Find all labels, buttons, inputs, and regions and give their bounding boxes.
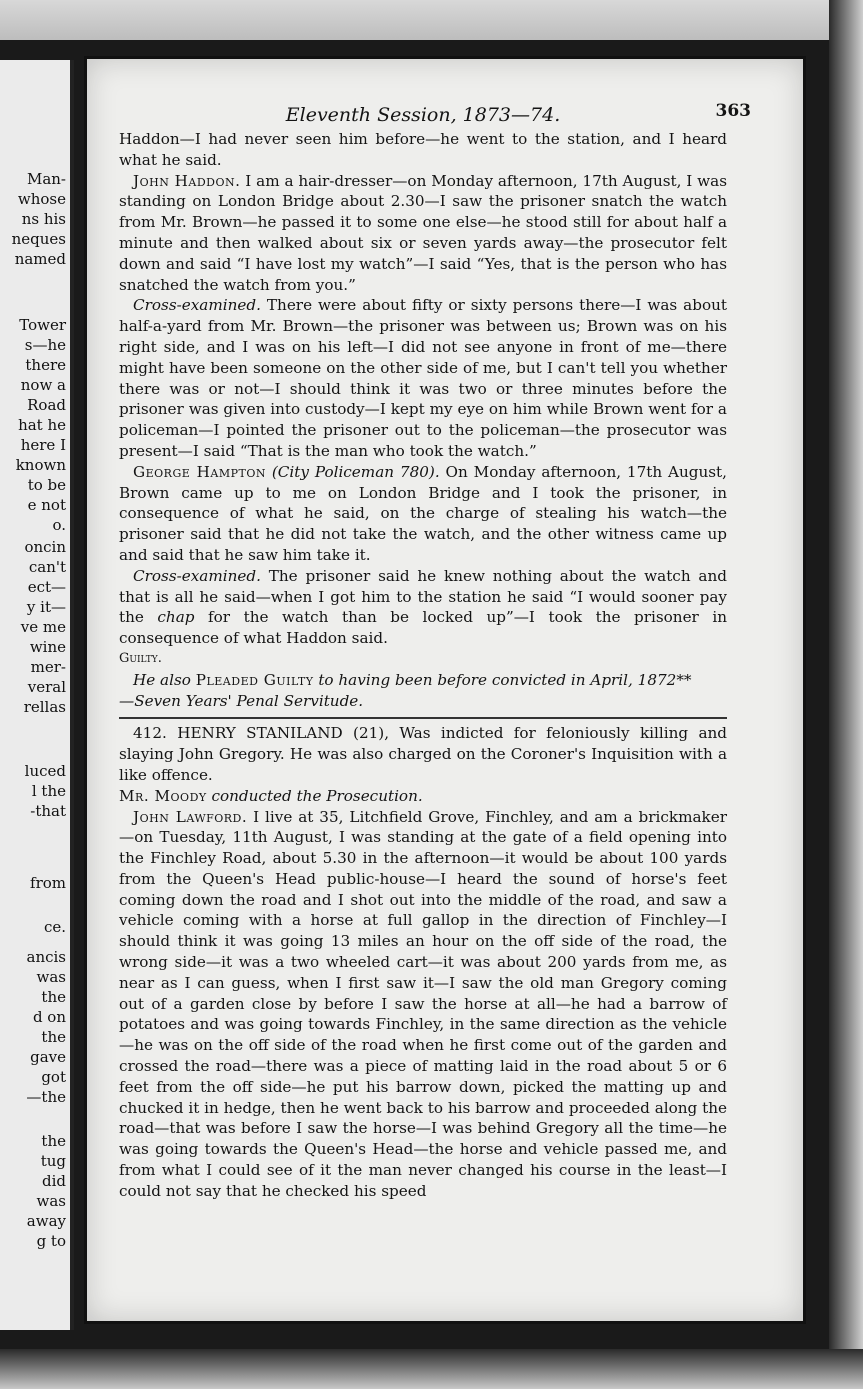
left-fragment: did [41, 1172, 66, 1190]
left-fragment: got [41, 1068, 66, 1086]
page-header [119, 99, 751, 129]
left-fragment: Tower [19, 316, 66, 334]
page-number: 363 [715, 101, 751, 121]
left-fragment: the [41, 1028, 66, 1046]
left-fragment: g to [36, 1232, 66, 1250]
background-top [0, 0, 863, 40]
cross-examined-label: Cross-examined. [133, 296, 261, 315]
left-fragment: neques [11, 230, 66, 248]
background-bottom [0, 1349, 863, 1389]
left-fragment: known [15, 456, 66, 474]
witness-name: John Haddon. [133, 171, 241, 190]
paragraph-text: I live at 35, Litchfield Grove, Finchley, and am a brickmaker—on Tuesday, 11th August, I was standing at the gate of a field opening into the Finchley Road, about 5.30 in the afternoon—it would be about 100 yards from the Queen's Head public-house—I heard the sound of horse's feet coming down the road and I shot out into the middle of the road, and saw a vehicle coming with a horse at full gallop in the direction of Finchley—I should think it was going 13 miles an hour on the off side of the road, the wrong side—it was a two wheeled cart—it was about 200 yards from me, as near as I can guess, when I first saw it—I saw the old man Gregory coming out of a garden close by before I saw the horse at all—he had a barrow of potatoes and was going towards Finchley, in the same direction as the vehicle—he was on the off side of the road when he first come out of the garden and crossed the road—there was a piece of matting laid in the road about 5 or 6 feet from the off side—he put his barrow down, picked the matting up and chucked it in hedge, then he went back to his barrow and proceeded along the road—that was before I saw the horse—I was behind Gregory all the time—he was going towards the Queen's Head—the horse and vehicle passed me, and from what I could see of it the man never changed his course in the least—I could not say that he checked his speed [119, 807, 728, 1200]
left-fragment: l the [31, 782, 66, 800]
italic-word: chap [157, 608, 195, 627]
paragraph [119, 129, 727, 171]
left-fragment: away [26, 1212, 66, 1230]
witness-role: (City Policeman 780). [271, 462, 440, 481]
divider [119, 717, 727, 719]
left-fragment: veral [27, 678, 66, 696]
left-fragment: ect— [27, 578, 66, 596]
sentence: —Seven Years' Penal Servitude. [119, 691, 364, 710]
background-right [829, 0, 863, 1389]
left-fragment: here I [20, 436, 66, 454]
left-fragment: e not [27, 496, 66, 514]
left-fragment: s—he [24, 336, 66, 354]
case-number: 412. [133, 724, 167, 743]
left-fragment: ve me [20, 618, 66, 636]
left-fragment: Man- [26, 170, 66, 188]
cross-examined-label: Cross-examined. [133, 566, 261, 585]
counsel-name: Mr. Moody [119, 786, 207, 805]
left-fragment: luced [24, 762, 66, 780]
left-fragment: was [36, 968, 66, 986]
paragraph-text: Was indicted for feloniously killing and slaying John Gregory. He was also charged on the Coroner's Inquisition with a like offence. [119, 724, 728, 784]
left-fragment: ns his [21, 210, 66, 228]
defendant-name: HENRY STANILAND (21), [177, 724, 390, 743]
paragraph-text: Haddon—I had never seen him before—he went to the station, and I heard what he said. [119, 130, 727, 169]
left-fragment: wine [29, 638, 66, 656]
counsel-line [119, 786, 727, 807]
left-fragment: oncin [24, 538, 66, 556]
left-fragment: o. [52, 516, 66, 534]
paragraph-testimony-haddon [119, 171, 727, 296]
left-fragment: the [41, 988, 66, 1006]
paragraph-text: On Monday afternoon, 17th August, Brown came up to me on London Bridge and I took the prisoner, in consequence of what he said, on the charge of stealing his watch—the prisoner said that he did not take the watch, and the other witness came up and said that he saw him take it. [119, 462, 727, 564]
left-fragment: from [30, 874, 66, 892]
left-fragment: can't [28, 558, 66, 576]
paragraph-text: He also [133, 670, 196, 689]
paragraph-testimony-hampton [119, 462, 727, 566]
left-fragment: now a [20, 376, 66, 394]
right-page [84, 56, 806, 1324]
pleaded-guilty: Pleaded Guilty [195, 670, 314, 689]
paragraph-testimony-lawford [119, 807, 727, 1202]
paragraph-text: I am a hair-dresser—on Monday afternoon, 17th August, I was standing on London Bridge about 2.30—I saw the prisoner snatch the watch from Mr. Brown—he passed it to some one else—he stood still for about half a minute and then walked about six or seven yards away—the prosecutor felt down and said “I have lost my watch”—I said “Yes, that is the person who has snatched the watch from you.” [119, 171, 727, 294]
paragraph-text: There were about fifty or sixty persons there—I was about half-a-yard from Mr. Brown—the prisoner was between us; Brown was on his right side, and I was on his left—I did not see anyone in front of me—there might have been someone on the other side of me, but I can't tell you whether there was or not—I should think it was two or three minutes before the prisoner was given into custody—I kept my eye on him while Brown went for a policeman—I pointed the prisoner out to the policeman—the prosecutor was present—I said “That is the man who took the watch.” [119, 296, 727, 460]
left-fragment: to be [27, 476, 66, 494]
left-page-fragment [0, 60, 74, 1330]
counsel-text: conducted the Prosecution. [206, 786, 423, 805]
running-title: Eleventh Session, 1873—74. [285, 104, 561, 126]
left-fragment: —the [26, 1088, 66, 1106]
witness-name: John Lawford. [133, 807, 248, 826]
left-fragment: y it— [26, 598, 66, 616]
left-fragment: ce. [43, 918, 66, 936]
paragraph-text: to having been before convicted in April, 1872** [313, 670, 692, 689]
paragraph-cross-examination [119, 295, 727, 461]
left-fragment: tug [40, 1152, 66, 1170]
sentence-paragraph [119, 670, 727, 712]
left-fragment: named [14, 250, 66, 268]
left-fragment: the [41, 1132, 66, 1150]
left-fragment: gave [30, 1048, 66, 1066]
case-heading [119, 723, 727, 785]
left-fragment: rellas [23, 698, 66, 716]
verdict: Guilty. [119, 650, 162, 666]
left-fragment: ancis [26, 948, 66, 966]
left-fragment: d on [32, 1008, 66, 1026]
left-fragment: there [25, 356, 66, 374]
left-fragment: -that [30, 802, 66, 820]
paragraph-text: for the watch than be locked up”—I took the prisoner in consequence of what Haddon said. [119, 608, 727, 648]
witness-name: George Hampton [133, 462, 266, 481]
left-fragment: Road [27, 396, 66, 414]
page-text [119, 99, 751, 1202]
left-fragment: mer- [30, 658, 66, 676]
left-fragment: was [36, 1192, 66, 1210]
paragraph-cross-examination [119, 566, 727, 649]
paragraph-text: The prisoner said he knew nothing about the watch and that is all he said—when I got him to the station he said “I would sooner pay the [119, 566, 727, 627]
left-fragment: whose [17, 190, 66, 208]
left-fragment: hat he [18, 416, 66, 434]
